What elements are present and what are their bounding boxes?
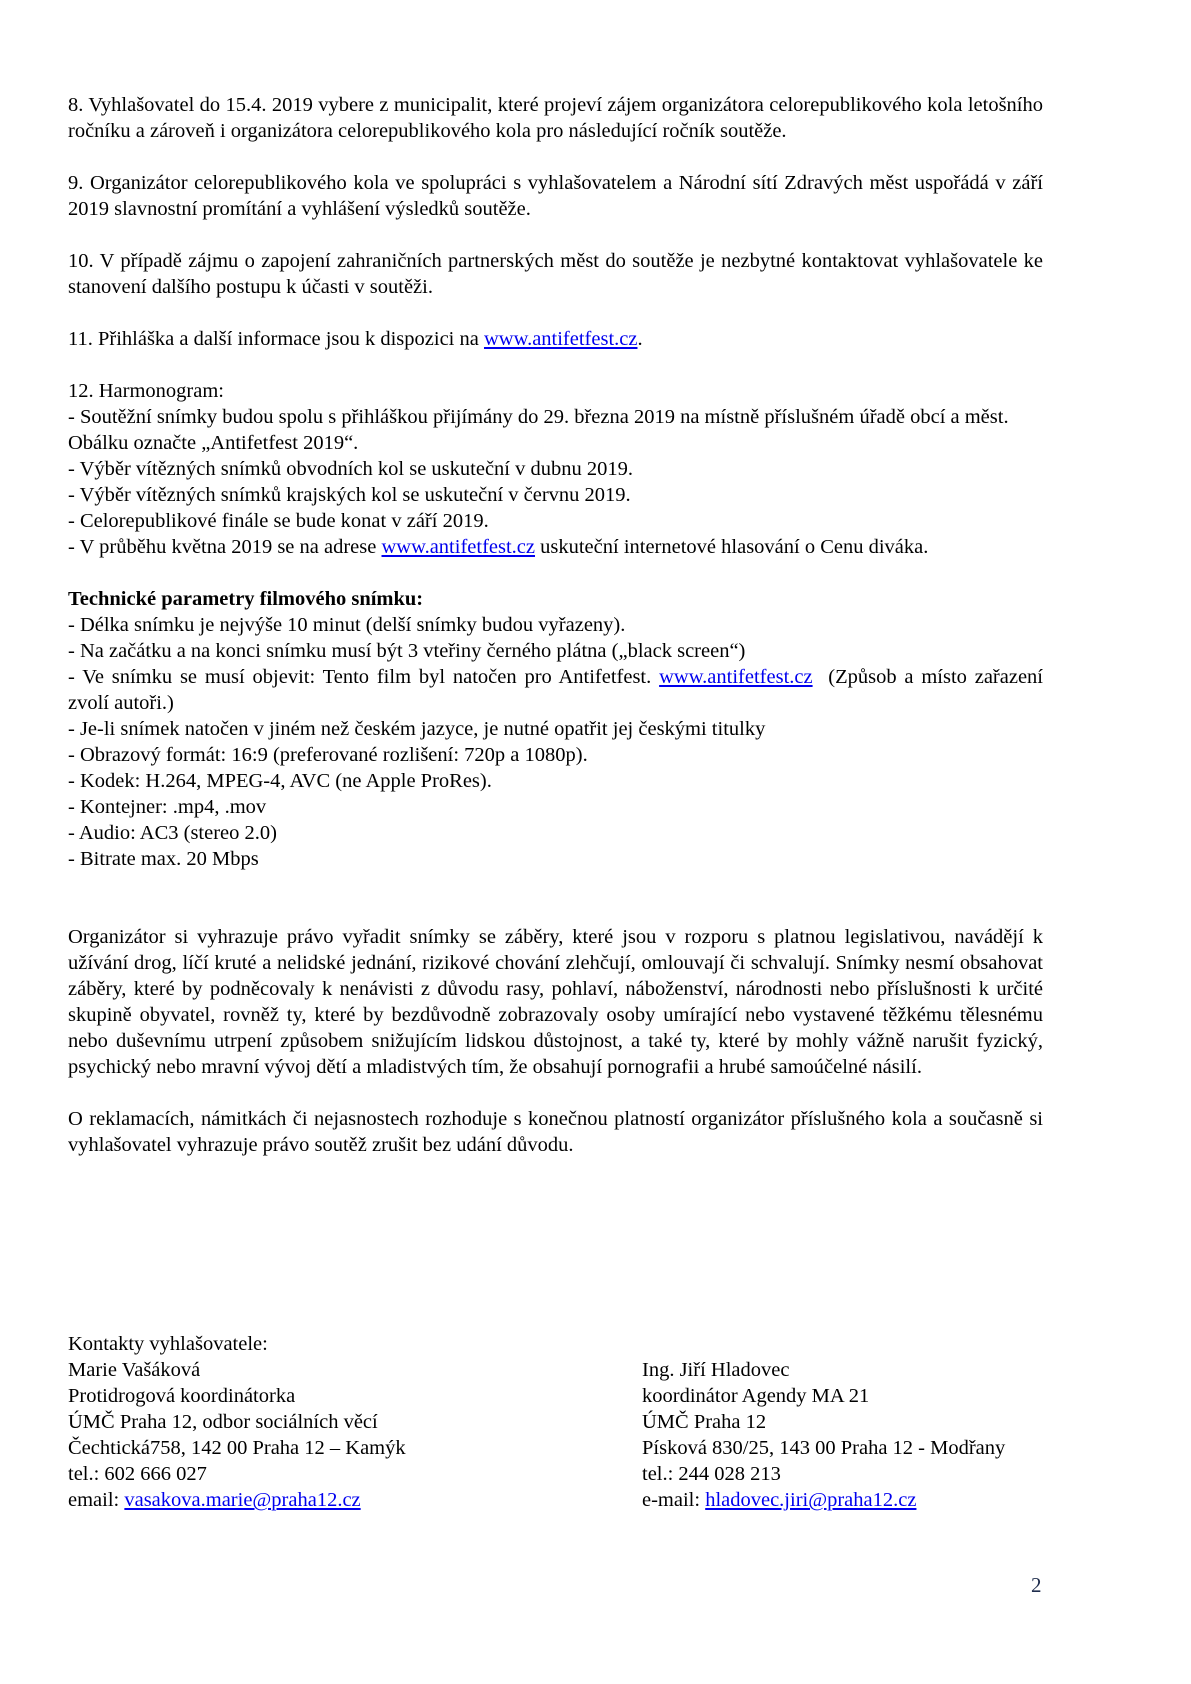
document-page: [68, 92, 1049, 1158]
email-link[interactable]: hladovec.jiri@praha12.cz: [705, 1489, 917, 1511]
antifetfest-link[interactable]: www.antifetfest.cz: [659, 666, 813, 688]
contact-name: Marie Vašáková: [68, 1359, 201, 1381]
technical-line: - Kontejner: .mp4, .mov: [68, 796, 267, 818]
disclaimer-paragraph: Organizátor si vyhrazuje právo vyřadit snímky se záběry, které jsou v rozporu s platnou legislativou, navádějí k užívání drog, líčí kruté a nelidské jednání, rizikové chování zlehčují, omlouvají či schvalují. Snímky nesmí obsahovat záběry, které by podněcovaly k nenávisti z důvodu rasy, pohlaví, náboženství, národnosti nebo příslušnosti k určité skupině obyvatel, rovněž ty, které by bezdůvodně zobrazovaly osoby umírající nebo vystavené těžkému tělesnému nebo duševnímu utrpení způsobem snižujícím lidskou důstojnost, a také ty, které by mohly vážně narušit fyzický, psychický nebo mravní vývoj dětí a mladistvých tím, že obsahují pornografii a hrubé samoúčelné násilí.: [68, 926, 1043, 1078]
voting-text: - V průběhu května 2019 se na adrese: [68, 536, 382, 558]
email-label: email:: [68, 1489, 125, 1511]
harmonogram-line-voting: [68, 534, 1043, 560]
harmonogram-line: - Výběr vítězných snímků obvodních kol se uskuteční v dubnu 2019.: [68, 458, 634, 480]
contact-email-line: [642, 1487, 1005, 1513]
technical-line: - Obrazový formát: 16:9 (preferované rozlišení: 720p a 1080p).: [68, 744, 588, 766]
contact-office: ÚMČ Praha 12, odbor sociálních věcí: [68, 1411, 378, 1433]
technical-line: - Na začátku a na konci snímku musí být 3 vteřiny černého plátna („black screen“): [68, 640, 746, 662]
item-9: 9. Organizátor celorepublikového kola ve spolupráci s vyhlašovatelem a Národní sítí Zdravých měst uspořádá v září 2019 slavnostní promítání a vyhlášení výsledků soutěže.: [68, 172, 1043, 220]
technical-line: - Délka snímku je nejvýše 10 minut (delší snímky budou vyřazeny).: [68, 614, 626, 636]
item-11-suffix: .: [637, 328, 643, 350]
contact-address: Čechtická758, 142 00 Praha 12 – Kamýk: [68, 1437, 406, 1459]
voting-suffix: uskuteční internetové hlasování o Cenu diváka.: [535, 536, 929, 558]
item-11: [68, 326, 1043, 352]
contact-phone: tel.: 244 028 213: [642, 1463, 781, 1485]
technical-line: - Audio: AC3 (stereo 2.0): [68, 822, 277, 844]
contact-office: ÚMČ Praha 12: [642, 1411, 767, 1433]
antifetfest-link[interactable]: www.antifetfest.cz: [381, 536, 535, 558]
contact-role: Protidrogová koordinátorka: [68, 1385, 296, 1407]
item-8: 8. Vyhlašovatel do 15.4. 2019 vybere z municipalit, které projeví zájem organizátora celorepublikového kola letošního ročníku a zároveň i organizátora celorepublikového kola pro následující ročník soutěže.: [68, 94, 1043, 142]
harmonogram-line: - Soutěžní snímky budou spolu s přihláškou přijímány do 29. března 2019 na místně příslušném úřadě obcí a měst. Obálku označte „Antifetfest 2019“.: [68, 406, 1009, 454]
page-number: 2: [1031, 1573, 1042, 1597]
harmonogram-line: - Výběr vítězných snímků krajských kol se uskuteční v červnu 2019.: [68, 484, 631, 506]
technical-credit-line: [68, 664, 1049, 716]
technical-line: - Je-li snímek natočen v jiném než českém jazyce, je nutné opatřit jej českými titulky: [68, 718, 766, 740]
contact-address: Písková 830/25, 143 00 Praha 12 - Modřany: [642, 1437, 1006, 1459]
item-11-text: 11. Přihláška a další informace jsou k dispozici na: [68, 328, 484, 350]
harmonogram-title: 12. Harmonogram:: [68, 380, 224, 402]
email-label: e-mail:: [642, 1489, 706, 1511]
antifetfest-link[interactable]: www.antifetfest.cz: [483, 328, 638, 350]
technical-line: - Kodek: H.264, MPEG-4, AVC (ne Apple ProRes).: [68, 770, 492, 792]
harmonogram-line: - Celorepublikové finále se bude konat v září 2019.: [68, 510, 489, 532]
credit-suffix: (Způsob a místo zařazení zvolí autoři.): [68, 666, 1049, 714]
item-10: 10. V případě zájmu o zapojení zahraničních partnerských měst do soutěže je nezbytné kontaktovat vyhlašovatele ke stanovení dalšího postupu k účasti v soutěži.: [68, 250, 1043, 298]
harmonogram-section: [68, 378, 1043, 560]
technical-line: - Bitrate max. 20 Mbps: [68, 848, 259, 870]
contact-name: Ing. Jiří Hladovec: [642, 1359, 790, 1381]
technical-section: [68, 586, 1049, 872]
contact-phone: tel.: 602 666 027: [68, 1463, 207, 1485]
technical-title: Technické parametry filmového snímku:: [68, 588, 424, 610]
credit-text: - Ve snímku se musí objevit: Tento film byl natočen pro Antifetfest.: [68, 666, 660, 688]
complaints-paragraph: O reklamacích, námitkách či nejasnostech rozhoduje s konečnou platností organizátor příslušného kola a současně si vyhlašovatel vyhrazuje právo soutěž zrušit bez udání důvodu.: [68, 1108, 1043, 1156]
contact-right: [642, 1357, 1005, 1513]
contact-email-line: [68, 1487, 406, 1513]
contact-left: [68, 1331, 406, 1513]
email-link[interactable]: vasakova.marie@praha12.cz: [124, 1489, 361, 1511]
contacts-heading: Kontakty vyhlašovatele:: [68, 1333, 268, 1355]
contact-role: koordinátor Agendy MA 21: [642, 1385, 870, 1407]
